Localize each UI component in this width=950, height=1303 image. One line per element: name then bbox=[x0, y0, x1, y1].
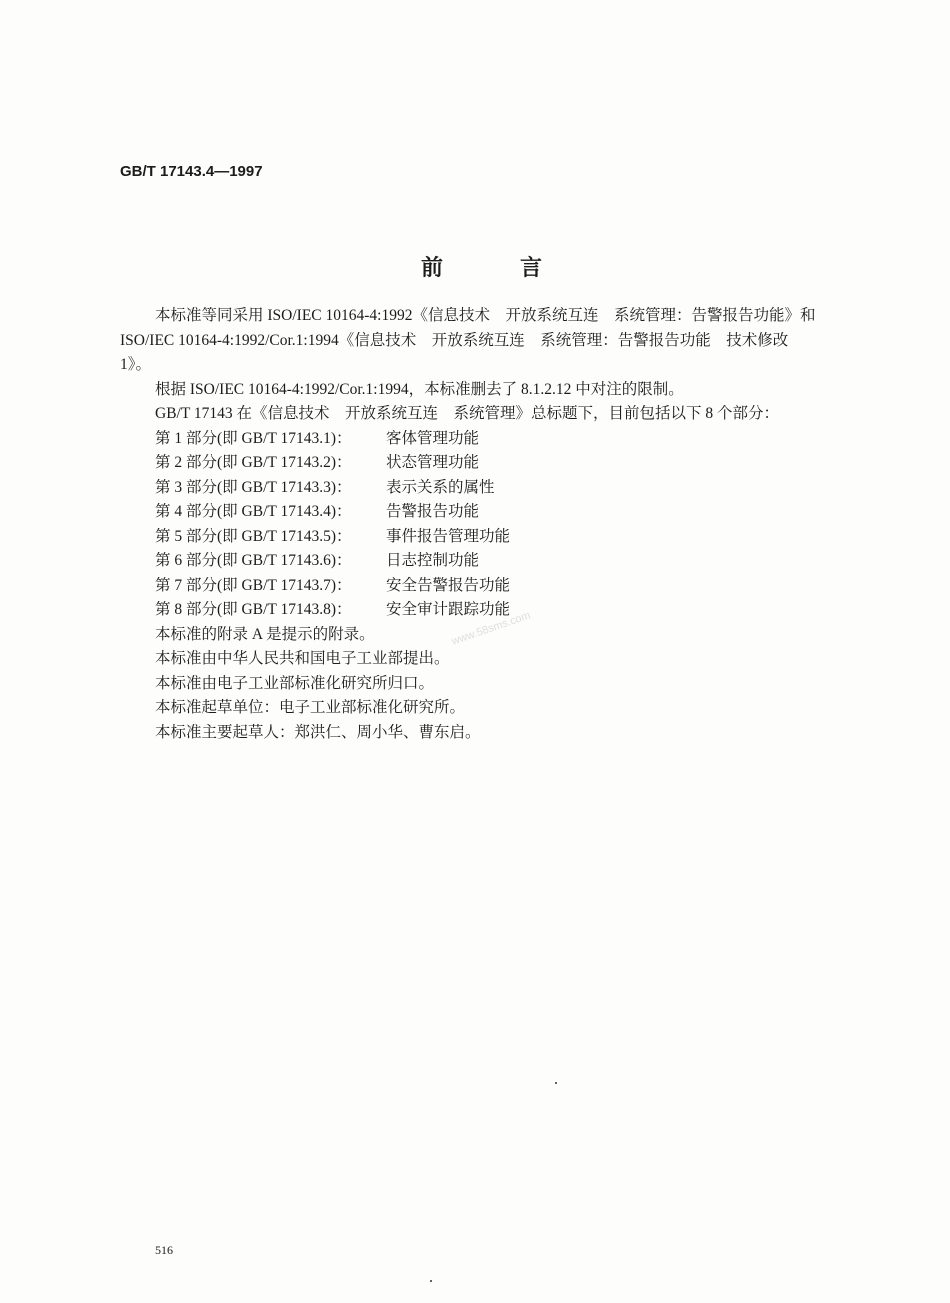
paragraph-line: 根据 ISO/IEC 10164-4:1992/Cor.1:1994，本标准删去了 8.1.2.12 中对注的限制。 bbox=[155, 380, 684, 398]
list-item bbox=[0, 427, 950, 452]
part-label: 第 6 部分(即 GB/T 17143.6)： bbox=[155, 552, 352, 569]
part-title: 表示关系的属性 bbox=[386, 478, 495, 496]
paragraph-line: 1》。 bbox=[120, 356, 152, 373]
list-item bbox=[0, 451, 950, 476]
list-item bbox=[0, 525, 950, 550]
preface-body bbox=[0, 304, 950, 745]
statement-line: 本标准主要起草人：郑洪仁、周小华、曹东启。 bbox=[155, 723, 481, 741]
part-title: 客体管理功能 bbox=[386, 429, 480, 447]
part-title: 安全告警报告功能 bbox=[386, 576, 511, 594]
page-title: 前 言 bbox=[420, 255, 553, 280]
watermark: www.58sms.com bbox=[450, 609, 532, 648]
list-item bbox=[0, 500, 950, 525]
paragraph-line: GB/T 17143 在《信息技术 开放系统互连 系统管理》总标题下，目前包括以下 8 个部分： bbox=[155, 405, 780, 422]
part-label: 第 3 部分(即 GB/T 17143.3)： bbox=[155, 478, 352, 496]
part-label: 第 2 部分(即 GB/T 17143.2)： bbox=[155, 454, 352, 471]
statement-line: 本标准起草单位：电子工业部标准化研究所。 bbox=[155, 699, 466, 716]
part-title: 事件报告管理功能 bbox=[386, 527, 511, 545]
standard-number: GB/T 17143.4—1997 bbox=[120, 163, 263, 180]
statement-line: 本标准的附录 A 是提示的附录。 bbox=[155, 625, 375, 643]
paragraph-line: ISO/IEC 10164-4:1992/Cor.1:1994《信息技术 开放系统互连 系统管理：告警报告功能 技术修改 bbox=[120, 331, 789, 349]
statement-line: 本标准由中华人民共和国电子工业部提出。 bbox=[155, 650, 450, 667]
part-title: 日志控制功能 bbox=[386, 552, 480, 569]
part-title: 安全审计跟踪功能 bbox=[386, 601, 511, 618]
scan-speck bbox=[555, 1082, 557, 1084]
part-title: 告警报告功能 bbox=[386, 503, 480, 520]
paragraph-line: 本标准等同采用 ISO/IEC 10164-4:1992《信息技术 开放系统互连 系统管理：告警报告功能》和 bbox=[155, 307, 816, 324]
scan-speck bbox=[430, 1280, 432, 1282]
part-label: 第 7 部分(即 GB/T 17143.7)： bbox=[155, 576, 352, 594]
part-label: 第 1 部分(即 GB/T 17143.1)： bbox=[155, 429, 352, 447]
part-title: 状态管理功能 bbox=[386, 454, 480, 471]
list-item bbox=[0, 549, 950, 574]
list-item bbox=[0, 598, 950, 623]
statement-line: 本标准由电子工业部标准化研究所归口。 bbox=[155, 674, 435, 692]
page-number: 516 bbox=[155, 1243, 173, 1257]
part-label: 第 5 部分(即 GB/T 17143.5)： bbox=[155, 527, 352, 545]
list-item bbox=[0, 574, 950, 599]
list-item bbox=[0, 476, 950, 501]
part-label: 第 8 部分(即 GB/T 17143.8)： bbox=[155, 601, 352, 618]
part-label: 第 4 部分(即 GB/T 17143.4)： bbox=[155, 503, 352, 520]
